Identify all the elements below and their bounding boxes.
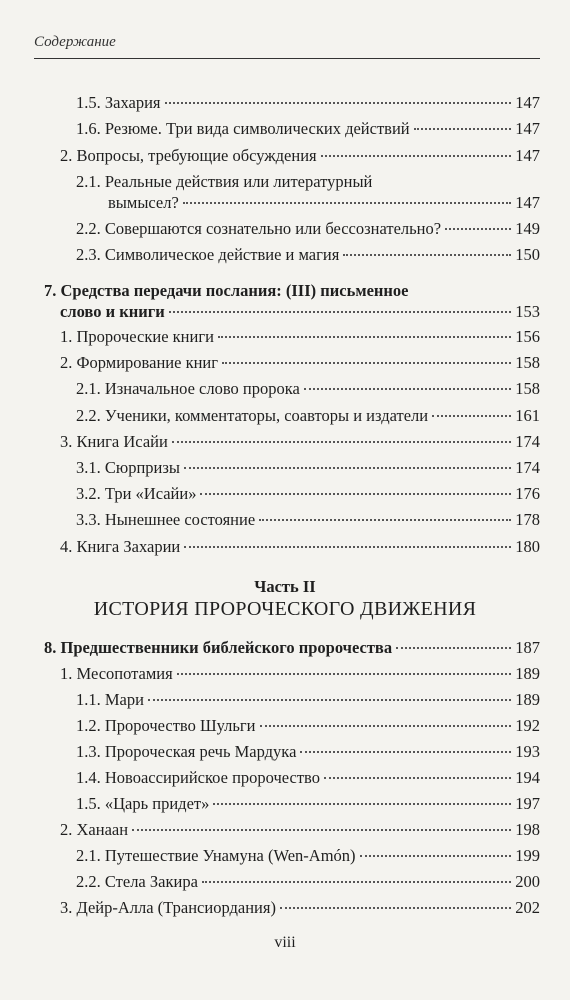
leader-dots [360, 855, 512, 857]
toc-entry-page: 180 [515, 537, 540, 556]
toc-entry-page: 158 [515, 353, 540, 372]
toc-entry-page: 156 [515, 327, 540, 346]
leader-dots [132, 829, 511, 831]
part-title: ИСТОРИЯ ПРОРОЧЕСКОГО ДВИЖЕНИЯ [93, 598, 477, 620]
toc-entry-page: 189 [515, 690, 540, 709]
toc-entry-title: 1.5. Захария [76, 93, 161, 112]
leader-dots [259, 519, 511, 521]
toc-entry-page: 198 [515, 820, 540, 839]
toc-entry-title: 2. Ханаан [60, 820, 129, 839]
leader-dots [177, 673, 512, 675]
toc-entry [76, 378, 540, 400]
leader-dots [260, 725, 512, 727]
toc-entry-page: 147 [515, 146, 540, 165]
toc-entry-page: 147 [515, 119, 540, 138]
toc-entry-page: 192 [515, 716, 540, 735]
leader-dots [304, 388, 511, 390]
chapter-title: слово и книги [60, 302, 165, 321]
toc-entry-title: 1.2. Пророчество Шульги [76, 716, 256, 735]
toc-entry-title: 2.1. Путешествие Унамуна (Wen-Amón) [76, 846, 356, 865]
toc-entry-page: 174 [515, 458, 540, 477]
toc-entry-page: 199 [515, 846, 540, 865]
leader-dots [184, 467, 511, 469]
leader-dots [222, 362, 511, 364]
chapter-page: 153 [515, 302, 540, 321]
toc-entry-page: 149 [515, 219, 540, 238]
toc-entry-page: 176 [515, 484, 540, 503]
toc-entry-page: 147 [515, 93, 540, 112]
toc-entry-page: 189 [515, 664, 540, 683]
leader-dots [184, 546, 511, 548]
leader-dots [321, 155, 512, 157]
toc-entry [108, 192, 540, 214]
leader-dots [213, 803, 511, 805]
toc-entry [76, 845, 540, 867]
toc-entry-page: 202 [515, 898, 540, 917]
toc-entry-title: 2. Формирование книг [60, 353, 219, 372]
toc-entry-page: 200 [515, 872, 540, 891]
toc-entry-title: 2.2. Ученики, комментаторы, соавторы и издатели [76, 406, 429, 425]
toc-entry-title: 1.1. Мари [76, 690, 144, 709]
toc-entry-page: 174 [515, 432, 540, 451]
toc-entry-page: 178 [515, 510, 540, 529]
part-label: Часть II [254, 577, 316, 596]
toc-entry-title: 2.3. Символическое действие и магия [76, 245, 340, 264]
leader-dots [414, 128, 512, 130]
toc-entry [76, 871, 540, 893]
leader-dots [432, 415, 511, 417]
toc-entry [76, 118, 540, 140]
toc-entry-title: 3. Книга Исайи [60, 432, 168, 451]
toc-entry [60, 663, 540, 685]
leader-dots [218, 336, 511, 338]
toc-entry [60, 897, 540, 919]
toc-entry [60, 819, 540, 841]
running-header: Содержание [34, 34, 116, 50]
toc-entry [76, 92, 540, 114]
toc-entry-title: 4. Книга Захарии [60, 537, 181, 556]
leader-dots [300, 751, 511, 753]
toc-entry [76, 793, 540, 815]
toc-entry [76, 405, 540, 427]
toc-entry [76, 715, 540, 737]
leader-dots [202, 881, 511, 883]
toc-entry-page: 161 [515, 406, 540, 425]
toc-entry-title: 2. Вопросы, требующие обсуждения [60, 146, 317, 165]
toc-entry [76, 218, 540, 240]
leader-dots [200, 493, 511, 495]
toc-entry-title: 3.2. Три «Исайи» [76, 484, 197, 503]
chapter-entry [60, 301, 540, 323]
toc-entry-page: 147 [515, 193, 540, 212]
leader-dots [343, 254, 511, 256]
chapter-entry [44, 637, 540, 659]
leader-dots [445, 228, 511, 230]
chapter-title-line1: 7. Средства передачи послания: (III) письменное [44, 281, 409, 300]
toc-entry-title: 1.5. «Царь придет» [76, 794, 210, 813]
toc-entry [76, 244, 540, 266]
toc-entry-title: 1.4. Новоассирийское пророчество [76, 768, 320, 787]
toc-entry-title: 3.1. Сюрпризы [76, 458, 180, 477]
leader-dots [280, 907, 511, 909]
toc-entry-title: 1.3. Пророческая речь Мардука [76, 742, 297, 761]
page-folio: viii [274, 934, 296, 951]
toc-entry-title: 1. Пророческие книги [60, 327, 214, 346]
toc-entry [60, 536, 540, 558]
toc-entry-title: 2.2. Совершаются сознательно или бессознательно? [76, 219, 442, 238]
toc-entry [76, 767, 540, 789]
toc-entry-title: 2.2. Стела Закира [76, 872, 198, 891]
toc-entry [60, 431, 540, 453]
toc-entry-line1: 2.1. Реальные действия или литературный [76, 172, 373, 191]
toc-entry [76, 689, 540, 711]
leader-dots [324, 777, 511, 779]
toc-entry-page: 158 [515, 379, 540, 398]
toc-entry [76, 741, 540, 763]
leader-dots [148, 699, 511, 701]
toc-entry [60, 145, 540, 167]
toc-entry-title: 1. Месопотамия [60, 664, 173, 683]
leader-dots [183, 202, 511, 204]
leader-dots [396, 647, 511, 649]
toc-entry-page: 193 [515, 742, 540, 761]
toc-entry [60, 352, 540, 374]
toc-entry-title: 3. Дейр-Алла (Трансиордания) [60, 898, 276, 917]
toc-entry [76, 457, 540, 479]
toc-entry [76, 509, 540, 531]
toc-entry [76, 483, 540, 505]
header-rule [34, 58, 540, 59]
toc-entry-title: 1.6. Резюме. Три вида символических действий [76, 119, 410, 138]
toc-entry [60, 326, 540, 348]
leader-dots [165, 102, 512, 104]
toc-entry-page: 194 [515, 768, 540, 787]
chapter-title: 8. Предшественники библейского пророчества [44, 638, 393, 657]
toc-entry-page: 197 [515, 794, 540, 813]
leader-dots [169, 311, 512, 313]
toc-entry-title: 3.3. Нынешнее состояние [76, 510, 256, 529]
chapter-page: 187 [515, 638, 540, 657]
leader-dots [172, 441, 511, 443]
toc-entry-title: вымысел? [108, 193, 179, 212]
toc-entry-page: 150 [515, 245, 540, 264]
toc-entry-title: 2.1. Изначальное слово пророка [76, 379, 300, 398]
